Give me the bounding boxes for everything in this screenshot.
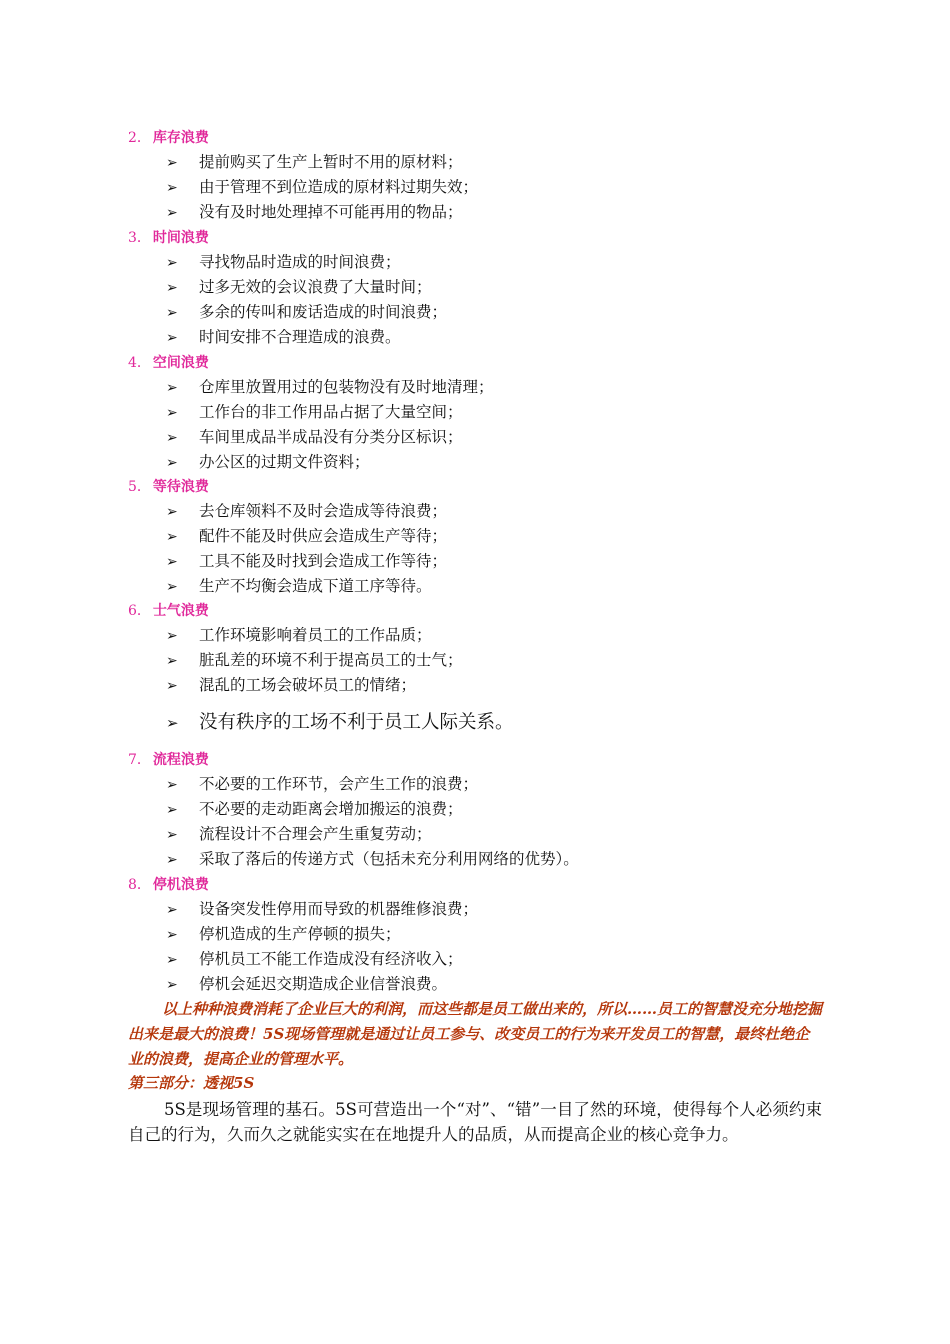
- arrow-bullet-icon: ➢: [166, 280, 178, 296]
- arrow-bullet-icon: ➢: [166, 554, 178, 570]
- arrow-bullet-icon: ➢: [166, 405, 178, 421]
- list-item: ➢ 多余的传叫和废话造成的时间浪费；: [166, 301, 447, 324]
- list-item: ➢ 脏乱差的环境不利于提高员工的士气；: [166, 649, 463, 672]
- arrow-bullet-icon: ➢: [166, 902, 178, 918]
- list-item: ➢ 配件不能及时供应会造成生产等待；: [166, 525, 447, 548]
- section-heading: 5． 等待浪费: [128, 479, 209, 495]
- section-heading: 4． 空间浪费: [128, 355, 209, 371]
- arrow-bullet-icon: ➢: [166, 455, 178, 471]
- list-item: ➢ 过多无效的会议浪费了大量时间；: [166, 276, 432, 299]
- list-item: ➢ 工作台的非工作用品占据了大量空间；: [166, 401, 463, 424]
- arrow-bullet-icon: ➢: [166, 255, 178, 271]
- body-paragraph: 5S是现场管理的基石。5S可营造出一个“对”、“错”一目了然的环境，使得每个人必须约束自己的行为，久而久之就能实实在在地提升人的品质，从而提高企业的核心竞争力。: [128, 1100, 822, 1144]
- arrow-bullet-icon: ➢: [166, 777, 178, 793]
- list-item: ➢ 流程设计不合理会产生重复劳动；: [166, 823, 432, 846]
- list-item: ➢ 仓库里放置用过的包装物没有及时地清理；: [166, 376, 494, 399]
- list-item: ➢ 没有及时地处理掉不可能再用的物品；: [166, 201, 463, 224]
- list-item: ➢ 生产不均衡会造成下道工序等待。: [166, 575, 432, 598]
- list-item: ➢ 办公区的过期文件资料；: [166, 451, 370, 474]
- list-item: ➢ 停机造成的生产停顿的损失；: [166, 923, 401, 946]
- summary-paragraph: 以上种种浪费消耗了企业巨大的利润，而这些都是员工做出来的，所以……员工的智慧没充分地挖掘出来是最大的浪费！5S现场管理就是通过让员工参与、改变员工的行为来开发员工的智慧，最终杜绝企业的浪费，提高企业的管理水平。: [128, 1000, 823, 1068]
- section-heading: 2． 库存浪费: [128, 130, 209, 146]
- list-item: ➢ 停机员工不能工作造成没有经济收入；: [166, 948, 463, 971]
- list-item: ➢ 寻找物品时造成的时间浪费；: [166, 251, 401, 274]
- list-item: ➢ 车间里成品半成品没有分类分区标识；: [166, 426, 463, 449]
- arrow-bullet-icon: ➢: [166, 180, 178, 196]
- list-item: ➢ 设备突发性停用而导致的机器维修浪费；: [166, 898, 478, 921]
- list-item: ➢ 工具不能及时找到会造成工作等待；: [166, 550, 447, 573]
- section-heading: 3． 时间浪费: [128, 230, 209, 246]
- list-item: ➢ 去仓库领料不及时会造成等待浪费；: [166, 500, 447, 523]
- arrow-bullet-icon: ➢: [166, 852, 178, 868]
- arrow-bullet-icon: ➢: [166, 678, 178, 694]
- list-item: ➢ 提前购买了生产上暂时不用的原材料；: [166, 151, 463, 174]
- list-item: ➢ 不必要的走动距离会增加搬运的浪费；: [166, 798, 463, 821]
- list-item: ➢ 采取了落后的传递方式（包括未充分利用网络的优势）。: [166, 848, 579, 871]
- list-item: ➢ 不必要的工作环节，会产生工作的浪费；: [166, 773, 478, 796]
- arrow-bullet-icon: ➢: [166, 380, 178, 396]
- arrow-bullet-icon: ➢: [166, 628, 178, 644]
- list-item: ➢ 停机会延迟交期造成企业信誉浪费。: [166, 973, 447, 996]
- list-item: ➢ 工作环境影响着员工的工作品质；: [166, 624, 432, 647]
- arrow-bullet-icon: ➢: [166, 714, 179, 732]
- list-item: ➢ 时间安排不合理造成的浪费。: [166, 326, 401, 349]
- arrow-bullet-icon: ➢: [166, 952, 178, 968]
- list-item: ➢ 混乱的工场会破坏员工的情绪；: [166, 674, 416, 697]
- section-heading: 6． 士气浪费: [128, 603, 209, 619]
- arrow-bullet-icon: ➢: [166, 927, 178, 943]
- arrow-bullet-icon: ➢: [166, 430, 178, 446]
- list-item: ➢ 由于管理不到位造成的原材料过期失效；: [166, 176, 478, 199]
- arrow-bullet-icon: ➢: [166, 579, 178, 595]
- arrow-bullet-icon: ➢: [166, 205, 178, 221]
- arrow-bullet-icon: ➢: [166, 977, 178, 993]
- arrow-bullet-icon: ➢: [166, 529, 178, 545]
- arrow-bullet-icon: ➢: [166, 504, 178, 520]
- list-item: ➢ 没有秩序的工场不利于员工人际关系。: [166, 710, 514, 736]
- arrow-bullet-icon: ➢: [166, 802, 178, 818]
- section-heading: 8． 停机浪费: [128, 877, 209, 893]
- arrow-bullet-icon: ➢: [166, 155, 178, 171]
- part-title: 第三部分：透视5S: [128, 1074, 255, 1092]
- arrow-bullet-icon: ➢: [166, 305, 178, 321]
- arrow-bullet-icon: ➢: [166, 827, 178, 843]
- arrow-bullet-icon: ➢: [166, 330, 178, 346]
- arrow-bullet-icon: ➢: [166, 653, 178, 669]
- section-heading: 7． 流程浪费: [128, 752, 209, 768]
